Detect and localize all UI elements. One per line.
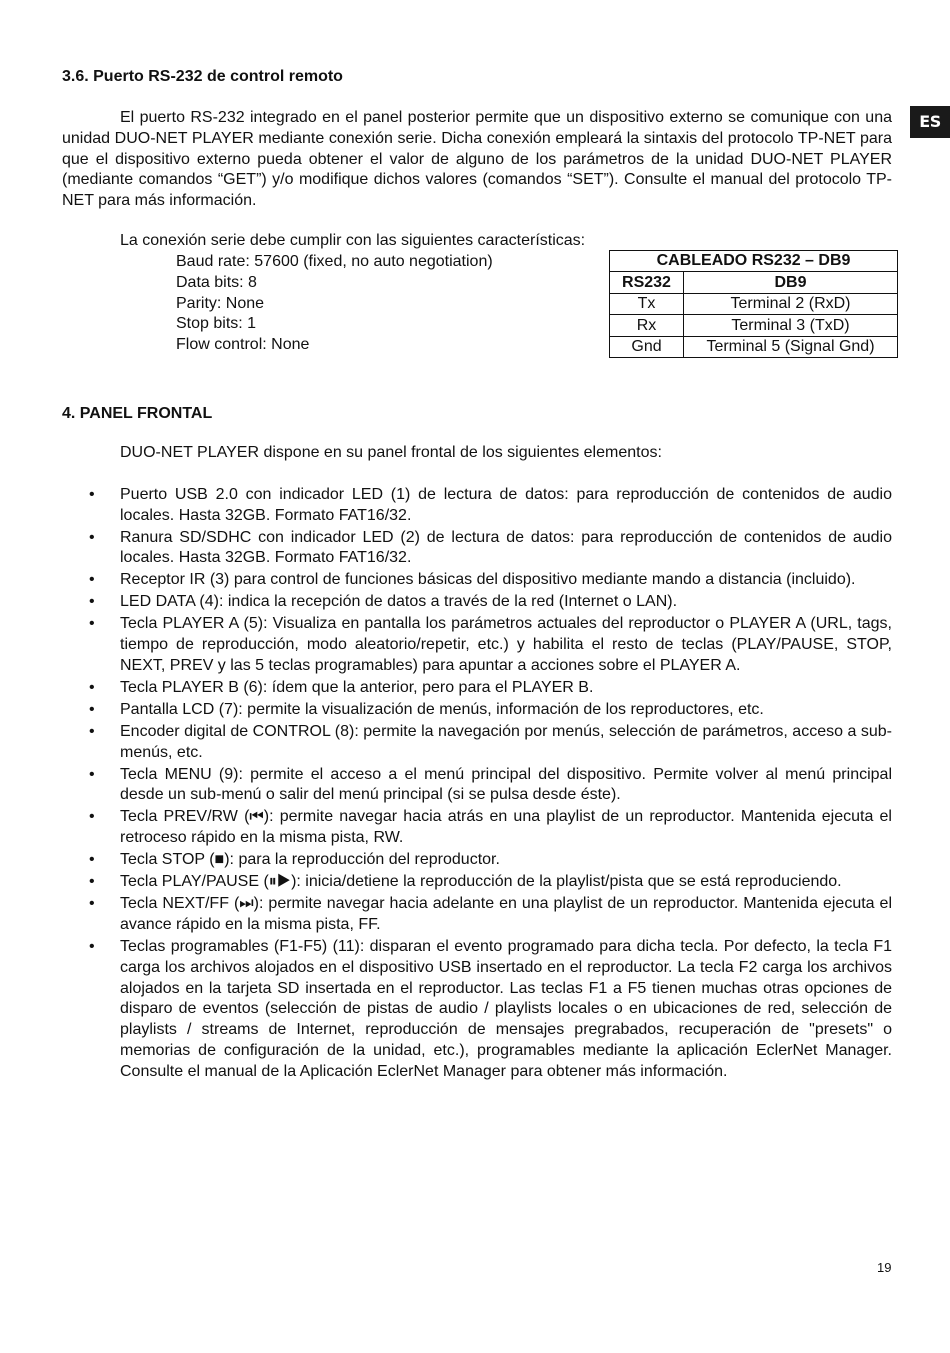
- spec-item: Flow control: None: [176, 336, 310, 354]
- list-item: [62, 872, 892, 893]
- list-item-text: Tecla STOP (■): para la reproducción del reproductor.: [120, 851, 500, 869]
- rs232-paragraph: El puerto RS-232 integrado en el panel posterior permite que un dispositivo externo se comunique con una unidad DUO-NET PLAYER mediante conexión serie. Dicha conexión empleará la sintaxis del protocolo TP-NET para que el dispositivo externo pueda obtener el valor de alguno de los parámetros de la unidad DUO-NET PLAYER (mediante comandos “GET”) y/o modifique dichos valores (comandos “SET”). Consulte el manual del protocolo TP-NET para más información.: [62, 109, 892, 210]
- list-item: [62, 937, 892, 1083]
- table-row: [610, 315, 898, 337]
- table-header: RS232: [610, 272, 684, 294]
- bullet-icon: •: [89, 851, 95, 869]
- bullet-icon: •: [89, 765, 95, 783]
- serial-spec-list: [176, 252, 493, 356]
- table-cell: Terminal 5 (Signal Gnd): [684, 336, 898, 358]
- panel-intro: DUO-NET PLAYER dispone en su panel frontal de los siguientes elementos:: [120, 443, 662, 461]
- spec-item: Stop bits: 1: [176, 315, 257, 333]
- bullet-icon: •: [89, 895, 95, 913]
- list-item: [62, 614, 892, 676]
- table-cell: Rx: [610, 315, 684, 337]
- bullet-icon: •: [89, 528, 95, 546]
- bullet-icon: •: [89, 615, 95, 633]
- list-item-text: LED DATA (4): indica la recepción de datos a través de la red (Internet o LAN).: [120, 593, 678, 611]
- list-item: [62, 850, 892, 871]
- table-cell: Terminal 3 (TxD): [684, 315, 898, 337]
- serial-specs-block: [62, 231, 892, 381]
- bullet-icon: •: [89, 808, 95, 826]
- list-item-text: Tecla PREV/RW (⏮): permite navegar hacia atrás en una playlist de un reproductor. Mantenida ejecuta el retroceso rápido en la misma pista, RW.: [120, 808, 892, 847]
- list-item-text: Ranura SD/SDHC con indicador LED (2) de lectura de datos: para reproducción de contenidos de audio locales. Hasta 32GB. Formato FAT16/32.: [120, 528, 892, 567]
- bullet-icon: •: [89, 593, 95, 611]
- spec-item: Baud rate: 57600 (fixed, no auto negotiation): [176, 252, 493, 270]
- panel-element-list: [62, 485, 892, 1083]
- table-cell: Terminal 2 (RxD): [684, 293, 898, 315]
- list-item: [62, 528, 892, 570]
- list-item-text: Encoder digital de CONTROL (8): permite la navegación por menús, selección de parámetros, acceso a sub-menús, etc.: [120, 722, 892, 761]
- list-item: [62, 570, 892, 591]
- table-cell: Tx: [610, 293, 684, 315]
- list-item: [62, 678, 892, 699]
- language-tab: ES: [910, 106, 950, 138]
- bullet-icon: •: [89, 722, 95, 740]
- list-item-text: Tecla PLAY/PAUSE (⏸▶): inicia/detiene la reproducción de la playlist/pista que se está reproduciendo.: [120, 873, 842, 891]
- list-item: [62, 592, 892, 613]
- serial-intro: La conexión serie debe cumplir con las siguientes características:: [120, 231, 586, 249]
- section-title-panel: 4. PANEL FRONTAL: [62, 404, 213, 422]
- list-item: [62, 722, 892, 764]
- table-cell: Gnd: [610, 336, 684, 358]
- page-content: [62, 66, 892, 1084]
- list-item-text: Tecla NEXT/FF (⏭): permite navegar hacia adelante en una playlist de un reproductor. Mantenida ejecuta el avance rápido en la misma pista, FF.: [120, 895, 892, 933]
- bullet-icon: •: [89, 678, 95, 696]
- table-row: [610, 336, 898, 358]
- table-header: DB9: [684, 272, 898, 294]
- list-item-text: Pantalla LCD (7): permite la visualización de menús, información de los reproductores, etc.: [120, 700, 764, 718]
- list-item-text: Puerto USB 2.0 con indicador LED (1) de lectura de datos: para reproducción de contenidos de audio locales. Hasta 32GB. Formato FAT16/32.: [120, 485, 892, 524]
- spec-item: Parity: None: [176, 294, 265, 312]
- list-item: [62, 700, 892, 721]
- list-item: [62, 894, 892, 936]
- page-number: 19: [877, 1260, 892, 1275]
- cabling-table: [609, 250, 898, 359]
- bullet-icon: •: [89, 485, 95, 503]
- list-item: [62, 485, 892, 527]
- list-item: [62, 807, 892, 849]
- list-item-text: Tecla PLAYER A (5): Visualiza en pantalla los parámetros actuales del reproductor o PLAYER A (URL, tags, tiempo de reproducción, modo aleatorio/repetir, etc.) y habilita el resto de teclas (PLAY/PAUSE, STOP, NEXT, PREV y las 5 teclas programables) para apuntar a acciones sobre el PLAYER A.: [120, 615, 892, 674]
- bullet-icon: •: [89, 700, 95, 718]
- list-item-text: Teclas programables (F1-F5) (11): disparan el evento programado para dicha tecla. Por defecto, la tecla F1 carga los archivos alojados en el dispositivo USB insertado en el reproductor. La tecla F2 carga los archivos alojados en la tarjeta SD insertada en el reproductor. Las teclas F1 a F5 tienen muchas otras opciones de disparo de eventos (selección de pistas de audio / playlists locales o en ubicaciones de red, selección de playlists / streams de Internet, reproducción de mensajes pregrabados, recuperación de "presets" o memorias de configuración de la unidad, etc.), programables mediante la aplicación EclerNet Manager. Consulte el manual de la Aplicación EclerNet Manager para obtener más información.: [120, 937, 892, 1080]
- table-row: [610, 293, 898, 315]
- bullet-icon: •: [89, 873, 95, 891]
- list-item-text: Receptor IR (3) para control de funciones básicas del dispositivo mediante mando a distancia (incluido).: [120, 571, 856, 589]
- spec-item: Data bits: 8: [176, 273, 257, 291]
- list-item-text: Tecla PLAYER B (6): ídem que la anterior, pero para el PLAYER B.: [120, 678, 594, 696]
- table-title: CABLEADO RS232 – DB9: [610, 250, 898, 272]
- bullet-icon: •: [89, 571, 95, 589]
- list-item: [62, 765, 892, 807]
- list-item-text: Tecla MENU (9): permite el acceso a el menú principal del dispositivo. Permite volver al menú principal desde un sub-menú o salir del menú principal (si se pulsa desde éste).: [120, 765, 892, 804]
- bullet-icon: •: [89, 937, 95, 955]
- section-title-rs232: 3.6. Puerto RS-232 de control remoto: [62, 68, 343, 85]
